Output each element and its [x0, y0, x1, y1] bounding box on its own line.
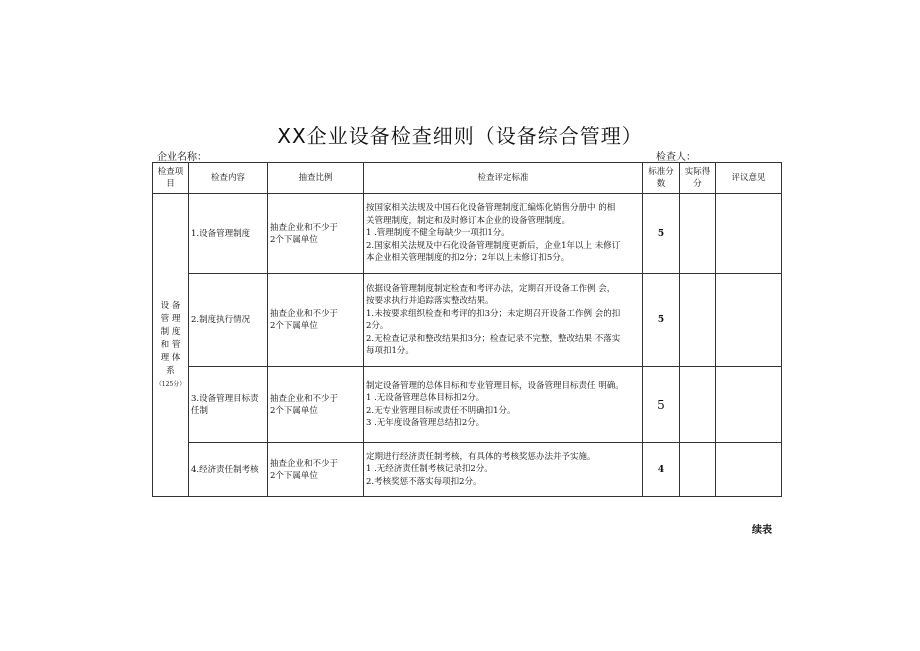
content-cell: 3.设备管理目标责任制 — [189, 367, 268, 443]
header-row — [153, 163, 782, 194]
content-cell: 4.经济责任制考核 — [189, 443, 268, 497]
category-score: （125分） — [155, 380, 186, 388]
ratio-cell: 抽查企业和不少于 2个下属单位 — [268, 274, 364, 367]
standard-score-cell: 5 — [643, 274, 680, 367]
actual-score-cell[interactable] — [680, 443, 716, 497]
category-line: 设 备 — [160, 300, 181, 311]
actual-score-cell[interactable] — [680, 194, 716, 274]
category-line: 管 理 — [160, 313, 181, 324]
ratio-cell: 抽查企业和不少于 2个下属单位 — [268, 194, 364, 274]
content-cell: 1.设备管理制度 — [189, 194, 268, 274]
continued-label: 续表 — [752, 525, 772, 536]
opinion-cell[interactable] — [716, 443, 782, 497]
table-row — [153, 443, 782, 497]
opinion-cell[interactable] — [716, 367, 782, 443]
header-standard-score: 标准分数 — [643, 163, 680, 194]
header-actual-score: 实际得分 — [680, 163, 716, 194]
table-row — [153, 367, 782, 443]
content-cell: 2.制度执行情况 — [189, 274, 268, 367]
category-line: 制 度 — [160, 326, 181, 337]
ratio-cell: 抽查企业和不少于 2个下属单位 — [268, 367, 364, 443]
header-project: 检查项目 — [153, 163, 189, 194]
category-line: 和 管 — [160, 339, 181, 350]
category-cell — [153, 194, 189, 497]
actual-score-cell[interactable] — [680, 367, 716, 443]
criteria-cell: 定期进行经济责任制考核，有具体的考核奖惩办法并予实施。 1 .无经济责任制考核记录扣2分。 2.考核奖惩不落实每项扣2分。 — [364, 443, 643, 497]
criteria-cell: 依据设备管理制度制定检查和考评办法，定期召开设备工作例 会， 按要求执行并追踪落实整改结果。 1.未按要求组织检查和考评的扣3分；未定期召开设备工作例 会的扣 2分。 2.无检查记录和整改结果扣3分；检查记录不完整，整改结果 不落实 每项扣1分。 — [364, 274, 643, 367]
table-row — [153, 274, 782, 367]
header-ratio: 抽查比例 — [268, 163, 364, 194]
category-line: 系 — [166, 365, 175, 376]
criteria-cell: 按国家相关法规及中国石化设备管理制度汇编炼化销售分册中 的相 关管理制度，制定和及时修订本企业的设备管理制度。 1 .管理制度不健全每缺少一项扣1分。 2.国家相关法规及中石化设备管理制度更新后，企业1年以上 未修订 本企业相关管理制度的扣2分；2年以上未修订扣5分。 — [364, 194, 643, 274]
opinion-cell[interactable] — [716, 274, 782, 367]
standard-score-cell: 5 — [643, 367, 680, 443]
standard-score-cell: 5 — [643, 194, 680, 274]
page-title: XX企业设备检查细则（设备综合管理） — [277, 124, 643, 148]
enterprise-name-label: 企业名称： — [157, 152, 207, 163]
header-criteria: 检查评定标准 — [364, 163, 643, 194]
header-content: 检查内容 — [189, 163, 268, 194]
inspector-label: 检查人： — [656, 152, 696, 163]
ratio-cell: 抽查企业和不少于 2个下属单位 — [268, 443, 364, 497]
header-opinion: 评议意见 — [716, 163, 782, 194]
opinion-cell[interactable] — [716, 194, 782, 274]
inspection-table — [152, 162, 782, 497]
actual-score-cell[interactable] — [680, 274, 716, 367]
standard-score-cell: 4 — [643, 443, 680, 497]
criteria-cell: 制定设备管理的总体目标和专业管理目标，设备管理目标责任 明确。 1 .无设备管理总体目标扣2分。 2.无专业管理目标或责任不明确扣1分。 3 .无年度设备管理总结扣2分。 — [364, 367, 643, 443]
table-row — [153, 194, 782, 274]
category-line: 理 体 — [160, 352, 181, 363]
